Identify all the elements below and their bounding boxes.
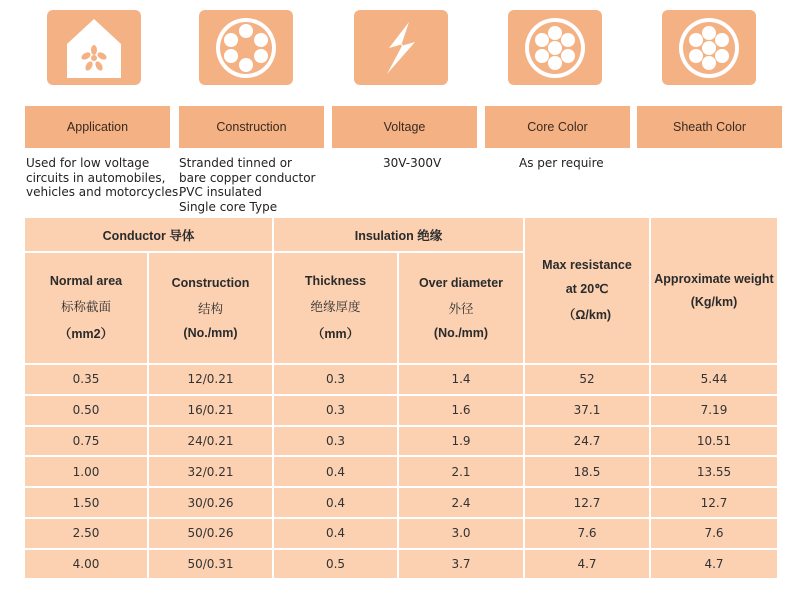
col-header-line: Construction: [171, 276, 250, 290]
table-cell: 12.7: [573, 495, 601, 510]
col-header-line: 绝缘厚度: [310, 300, 361, 314]
voltage-description: [383, 156, 441, 171]
table-cell: 7.19: [700, 403, 728, 418]
table-cell: 2.4: [451, 495, 471, 510]
table-cell: 0.3: [325, 372, 346, 387]
table-cell: 4.7: [704, 557, 724, 572]
col-header-line: 外径: [448, 302, 474, 316]
description-line: PVC insulated: [179, 185, 262, 200]
spec-table: [25, 218, 777, 578]
col-header-over-diameter: [399, 253, 523, 363]
table-cell: 2.1: [451, 464, 471, 479]
table-cell: 37.1: [573, 403, 601, 418]
table-cell: 30/0.26: [187, 495, 234, 510]
table-cell: 52: [579, 372, 595, 387]
table-cell: 13.55: [696, 464, 732, 479]
table-cell: 12/0.21: [187, 372, 234, 387]
table-cell: 1.4: [451, 372, 471, 387]
col-header-normal-area: [25, 253, 147, 363]
table-cell: 3.0: [451, 526, 471, 541]
col-header-line: (No./mm): [183, 326, 238, 340]
col-header-line: 结构: [197, 302, 223, 316]
col-header-line: （Ω/km): [562, 308, 612, 322]
table-cell: 24/0.21: [187, 433, 234, 448]
description-line: As per require: [519, 156, 604, 170]
column-divider: [397, 363, 399, 578]
col-header-max-resistance: [525, 218, 649, 363]
core-color-icon: [508, 10, 602, 85]
table-cell: 4.00: [72, 557, 100, 572]
table-cell: 10.51: [696, 433, 732, 448]
description-line: Single core Type: [179, 199, 278, 214]
column-divider: [147, 251, 149, 363]
sheath-color-icon: [662, 10, 756, 85]
table-cell: 12.7: [700, 495, 728, 510]
col-header-line: Thickness: [304, 274, 367, 288]
table-cell: 7.6: [577, 526, 597, 541]
description-line: Stranded tinned or: [179, 156, 292, 170]
table-cell: 32/0.21: [187, 464, 234, 479]
col-header-construction: [149, 253, 272, 363]
header-sheath-color: Sheath Color: [637, 106, 782, 148]
table-cell: 50/0.26: [187, 526, 234, 541]
table-cell: 16/0.21: [187, 403, 234, 418]
table-cell: 1.6: [451, 403, 471, 418]
table-cell: 18.5: [573, 464, 601, 479]
header-application: Application: [25, 106, 170, 148]
table-cell: 50/0.31: [187, 557, 234, 572]
table-cell: 0.3: [325, 433, 346, 448]
column-divider: [147, 363, 149, 578]
table-cell: 0.4: [325, 464, 346, 479]
table-cell: 0.35: [72, 372, 100, 387]
table-cell: 24.7: [573, 433, 601, 448]
table-cell: 0.3: [325, 403, 346, 418]
construction-icon: [199, 10, 293, 85]
col-header-line: Max resistance: [542, 258, 632, 272]
description-line: vehicles and motorcycles.: [26, 185, 183, 200]
table-cell: 1.9: [451, 433, 471, 448]
table-cell: 5.44: [700, 372, 728, 387]
table-cell: 2.50: [72, 526, 100, 541]
description-line: 30V-300V: [383, 156, 442, 170]
col-header-line: （mm2）: [58, 327, 114, 341]
col-header-line: Normal area: [49, 274, 123, 288]
table-cell: 1.50: [72, 495, 100, 510]
application-description: [26, 156, 182, 200]
table-cell: 0.4: [325, 495, 346, 510]
col-header-line: Approximate weight: [654, 272, 774, 286]
description-line: circuits in automobiles,: [26, 170, 166, 185]
col-header-line: Over diameter: [418, 276, 504, 290]
header-construction: Construction: [179, 106, 324, 148]
construction-description: [179, 156, 316, 214]
application-icon: [47, 10, 141, 85]
col-header-line: （mm）: [311, 327, 360, 341]
col-header-thickness: [274, 253, 397, 363]
table-cell: 1.00: [72, 464, 100, 479]
col-header-line: 标称截面: [60, 300, 111, 314]
group-header-insulation: Insulation 绝缘: [354, 228, 443, 243]
col-header-line: (Kg/km): [690, 295, 738, 309]
header-voltage: Voltage: [332, 106, 477, 148]
table-cell: 0.50: [72, 403, 100, 418]
header-core-color: Core Color: [485, 106, 630, 148]
description-line: bare copper conductor: [179, 170, 316, 185]
table-cell: 7.6: [704, 526, 724, 541]
table-cell: 3.7: [451, 557, 471, 572]
voltage-icon: [354, 10, 448, 85]
table-cell: 0.75: [72, 433, 100, 448]
table-cell: 0.4: [325, 526, 346, 541]
col-header-approximate-weight: [651, 218, 777, 363]
col-header-line: at 20℃: [565, 282, 609, 296]
column-divider: [397, 251, 399, 363]
core-color-description: [519, 156, 604, 171]
col-header-line: (No./mm): [433, 326, 489, 340]
description-line: Used for low voltage: [26, 156, 150, 170]
table-cell: 4.7: [577, 557, 597, 572]
row-divider: [25, 251, 523, 253]
group-header-conductor: Conductor 导体: [102, 228, 195, 243]
table-cell: 0.5: [325, 557, 346, 572]
